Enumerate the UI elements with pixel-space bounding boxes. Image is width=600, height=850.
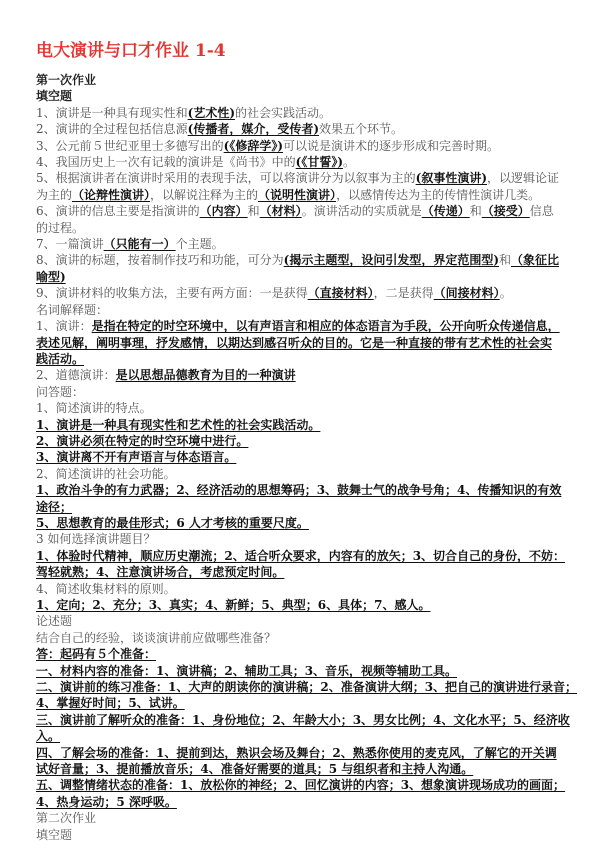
- essay-part-5-line-2: 4、热身运动；5 深呼吸。: [36, 794, 177, 809]
- essay-part-4-line-2: 试好音量；3、提前播放音乐；4、准备好需要的道具；5 与组织者和主持人沟通。: [36, 762, 474, 777]
- essay-part-4-line-1: 四、了解会场的准备：1、提前到达，熟识会场及舞台；2、熟悉你使用的麦克风，了解它的开关调: [36, 745, 557, 760]
- qa-3-answer-2: 驾轻就熟；4、注意演讲场合，考虑预定时间。: [36, 565, 285, 580]
- qa-2-answer-2: 途径；: [36, 499, 73, 514]
- qa-4-question: 4、简述收集材料的原则。: [36, 581, 176, 596]
- question-5-line-1: 5、根据演讲者在演讲时采用的表现手法，可以将演讲分为以叙事为主的(叙事性演讲)，以逻辑论证: [36, 171, 560, 186]
- question-5-line-2: 为主的（论辩性演讲），以解说注释为主的（说明性演讲），以感情传达为主的传情性演讲几类。: [36, 187, 541, 202]
- qa-3-question: 3 如何选择演讲题目？: [36, 532, 156, 547]
- homework-1-heading: 第一次作业: [36, 73, 97, 87]
- term-1-line-1: 1、演讲：是指在特定的时空环境中，以有声语言和相应的体态语言为手段，公开向听众传递信息，: [36, 319, 560, 334]
- essay-question: 结合自己的经验，谈谈演讲前应做哪些准备？: [36, 630, 277, 645]
- essay-heading: 论述题: [36, 614, 73, 629]
- question-1: 1、演讲是一种具有现实性和(艺术性)的社会实践活动。: [36, 105, 332, 120]
- question-4: 4、我国历史上一次有记载的演讲是《尚书》中的(《甘誓》)。: [36, 155, 356, 170]
- qa-heading: 问答题：: [36, 384, 85, 399]
- essay-part-3-line-1: 三、演讲前了解听众的准备：1、身份地位；2、年龄大小；3、男女比例；4、文化水平；5、经济收: [36, 712, 570, 727]
- essay-part-2-line-1: 二、演讲前的练习准备：1、大声的朗读你的演讲稿；2、准备演讲大纲；3、把自己的演讲进行录音；: [36, 680, 578, 695]
- qa-4-answer-1: 1、定向；2、充分；3、真实；4、新鲜；5、典型；6、具体；7、感人。: [36, 598, 431, 612]
- qa-2-question: 2、简述演讲的社会功能。: [36, 466, 176, 481]
- question-9: 9、演讲材料的收集方法，主要有两方面：一是获得（直接材料），二是获得（间接材料）。: [36, 286, 512, 301]
- essay-part-5-line-1: 五、调整情绪状态的准备：1、放松你的神经；2、回忆演讲的内容；3、想象演讲现场成功的画面；: [36, 778, 566, 793]
- qa-1-answer-3: 3、演讲离不开有声语言与体态语言。: [36, 450, 237, 465]
- term-1-line-2: 表述见解，阐明事理，抒发感情，以期达到感召听众的目的。它是一种直接的带有艺术性的社会实: [36, 335, 553, 350]
- qa-1-answer-1: 1、演讲是一种具有现实性和艺术性的社会实践活动。: [36, 417, 321, 432]
- question-8-line-1: 8、演讲的标题，按着制作技巧和功能，可分为(揭示主题型，设问引发型，界定范围型)和（象征比: [36, 253, 560, 268]
- qa-1-question: 1、简述演讲的特点。: [36, 401, 152, 416]
- term-1-line-3: 践活动。: [36, 351, 85, 366]
- fill-blank-heading-2: 填空题: [36, 827, 73, 842]
- essay-part-3-line-2: 入。: [36, 729, 61, 744]
- question-3: 3、公元前５世纪亚里士多德写出的(《修辞学》)可以说是演讲术的逐步形成和完善时期。: [36, 138, 500, 153]
- qa-1-answer-2: 2、演讲必须在特定的时空环境中进行。: [36, 433, 249, 448]
- fill-blank-heading: 填空题: [36, 89, 73, 104]
- question-6-line-2: 的过程。: [36, 220, 85, 235]
- qa-2-answer-3: 5、思想教育的最佳形式；6 人才考核的重要尺度。: [36, 515, 309, 530]
- question-6-line-1: 6、演讲的信息主要是指演讲的（内容）和（材料）。演讲活动的实质就是（传递）和（接受）信息: [36, 204, 554, 219]
- homework-2-heading: 第二次作业: [36, 811, 97, 826]
- terms-heading: 名词解释题：: [36, 302, 109, 317]
- question-2: 2、演讲的全过程包括信息源(传播者，媒介，受传者)效果五个环节。: [36, 122, 404, 137]
- essay-answer-intro: 答：起码有５个准备：: [36, 647, 157, 662]
- qa-2-answer-1: 1、政治斗争的有力武器；2、经济活动的思想筹码；3、鼓舞士气的战争号角；4、传播知识的有效: [36, 483, 562, 498]
- term-2: 2、道德演讲：是以思想品德教育为目的一种演讲: [36, 368, 296, 383]
- document-title: 电大演讲与口才作业 1-4: [36, 41, 226, 61]
- question-7: 7、一篇演讲（只能有一）个主题。: [36, 237, 224, 252]
- qa-3-answer-1: 1、体验时代精神，顺应历史潮流；2、适合听众要求，内容有的放矢；3、切合自己的身份，不妨：: [36, 548, 566, 563]
- essay-part-1: 一、材料内容的准备：1、演讲稿；2、辅助工具；3、音乐，视频等辅助工具。: [36, 663, 458, 678]
- question-8-line-2: 喻型): [36, 269, 66, 284]
- essay-part-2-line-2: 4、掌握好时间；5、试讲。: [36, 696, 185, 711]
